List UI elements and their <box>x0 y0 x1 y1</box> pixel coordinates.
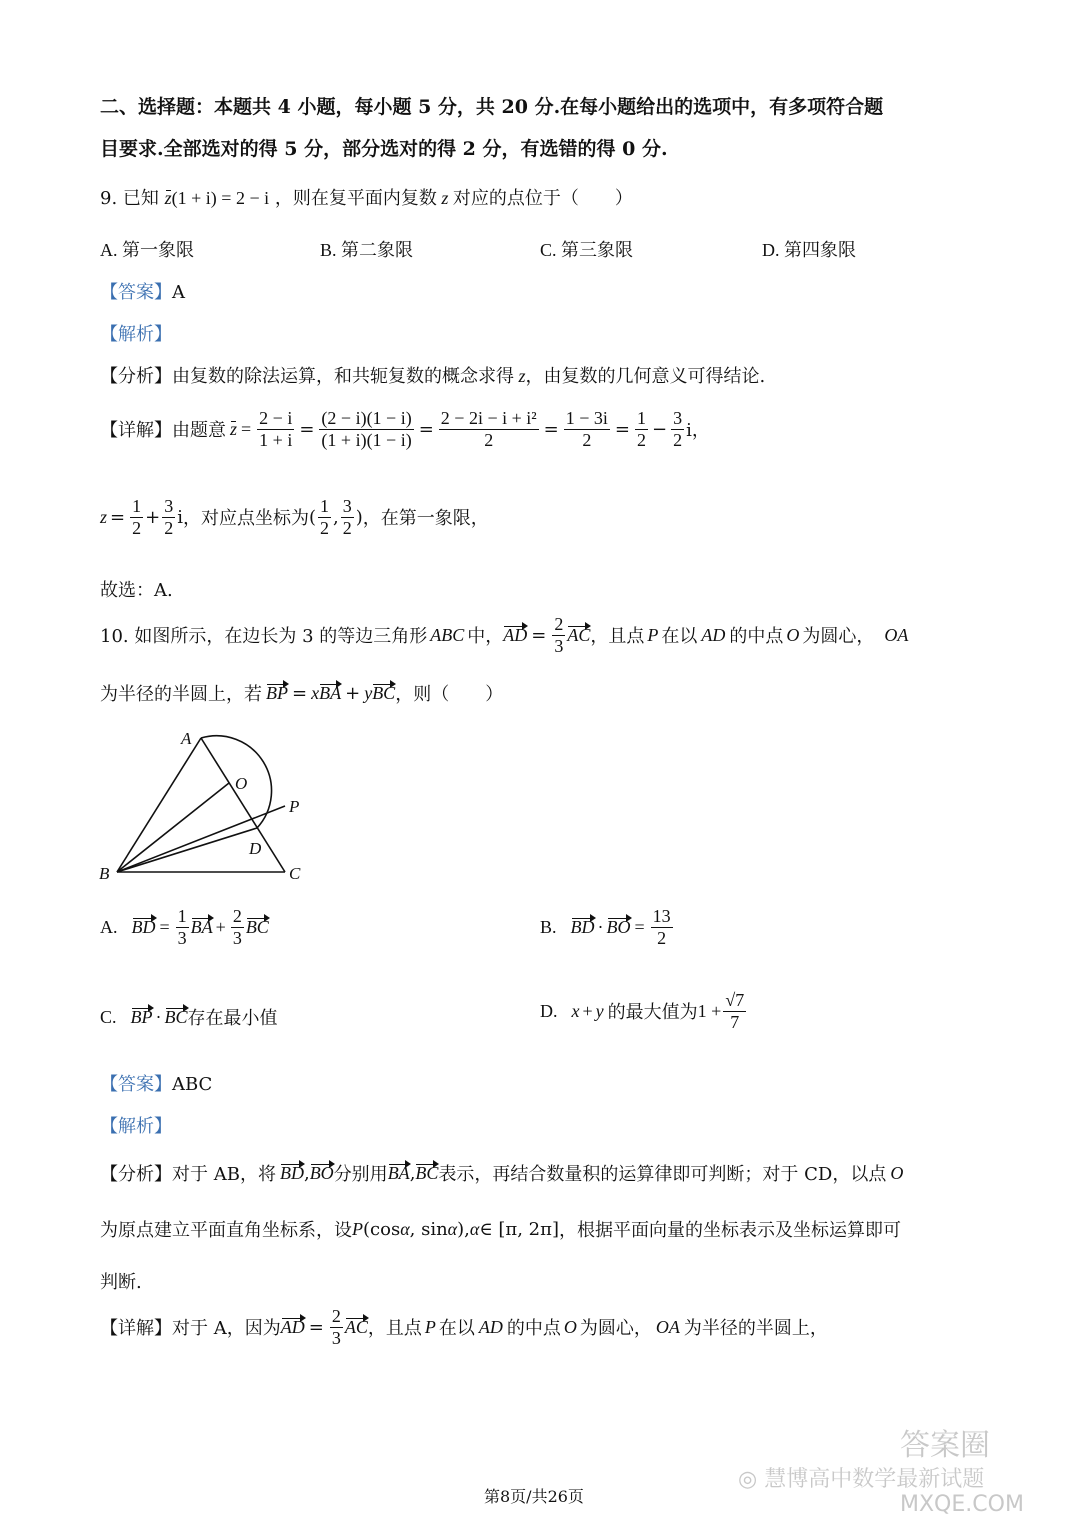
q9-xiangjie-line2: z = $\frac{1}{2}$ + $\frac{3}{2}$ i ，对应点坐标为 ( $\frac{1}{2}$ , $\frac{3}{2}$ ) ，在第一象限， <box>100 496 489 538</box>
q10-option-a: A. BD = $\frac{1}{3}$ BA + $\frac{2}{3}$ BC <box>100 906 269 948</box>
watermark <box>738 1462 984 1493</box>
label-c: C <box>289 864 301 883</box>
q10-option-d: D. x + y 的最大值为 1 + $\frac{√7}{7}$ <box>540 990 745 1032</box>
xiangjie-c: 在以 <box>438 1318 475 1340</box>
xiangjie-tag: 【详解】 <box>100 420 172 442</box>
section-header-line2: 目要求.全部选对的得 5 分，部分选对的得 2 分，有选错的得 0 分. <box>100 138 668 160</box>
q10-stem-e: 的中点 <box>729 626 784 648</box>
answer-tag: 【答案】 <box>100 1074 172 1095</box>
q10-stem-c: ，且点 <box>590 626 645 648</box>
q10-stem-g: 为半径的半圆上，若 <box>100 684 262 705</box>
q10-answer <box>100 1070 212 1096</box>
line2-text: ，对应点坐标为 <box>182 508 309 530</box>
label-b: B <box>99 864 110 883</box>
page-number: 第8页/共26页 <box>484 1487 584 1506</box>
xiangjie-b: ，且点 <box>367 1318 422 1340</box>
q10-stem-line2: 为半径的半圆上，若 BP = x BA + y BC ，则（ ） <box>100 680 503 706</box>
q9-stem-rest: ，则在复平面内复数 <box>274 188 437 209</box>
xiangjie-d: 的中点 <box>506 1318 561 1340</box>
q10-fenxi-line1: 【分析】 对于 AB，将 BD , BO 分别用 BA , BC 表示，再结合数量积的运算律即可判断；对于 CD，以点 O <box>100 1160 903 1186</box>
option-b-label: B. <box>540 916 557 937</box>
answer-value: ABC <box>172 1074 213 1095</box>
q10-fenxi-line3: 判断. <box>100 1272 142 1293</box>
watermark-text: 慧博高中数学最新试题 <box>764 1467 985 1492</box>
fenxi-line2b: ，根据平面向量的坐标表示及坐标运算即可 <box>558 1220 901 1241</box>
fenxi-b: 分别用 <box>333 1164 388 1185</box>
q9-conclusion: 故选：A. <box>100 580 173 601</box>
label-d: D <box>249 839 262 858</box>
q9-jiexi-tag: 【解析】 <box>100 324 172 345</box>
watermark-stamp: 答案圈 <box>900 1428 990 1463</box>
q10-stem-line1: 10. 如图所示，在边长为 3 的等边三角形 ABC 中， AD = $\frac{2}{3}$ AC ，且点 P 在以 AD 的中点 O 为圆心， OA <box>100 614 909 656</box>
option-d-text: 的最大值为 <box>607 1002 698 1023</box>
q10-option-b: B. BD · BO = $\frac{13}{2}$ <box>540 906 671 948</box>
fenxi-tag: 【分析】 <box>100 366 172 387</box>
fenxi-a: 对于 AB，将 <box>172 1164 276 1185</box>
label-p: P <box>289 797 300 816</box>
option-c-text: 存在最小值 <box>187 1008 278 1028</box>
q9-option-c: C. 第三象限 <box>540 240 634 260</box>
xiangjie-e: 为圆心， <box>579 1318 652 1340</box>
q10-stem-d: 在以 <box>661 626 698 648</box>
xiangjie-lead: 由题意 <box>172 420 226 442</box>
answer-value: A <box>172 282 185 303</box>
fenxi-line2a: 为原点建立平面直角坐标系，设 <box>100 1220 352 1241</box>
xiangjie-tag: 【详解】 <box>100 1318 172 1340</box>
section-header-line1: 二、选择题：本题共 4 小题，每小题 5 分，共 20 分.在每小题给出的选项中，有多项符合题 <box>100 96 884 118</box>
fenxi-tag: 【分析】 <box>100 1164 172 1185</box>
q10-stem-a: 10. 如图所示，在边长为 3 的等边三角形 <box>100 626 428 648</box>
q9-option-d: D. 第四象限 <box>762 240 856 260</box>
xiangjie-f: 为半径的半圆上， <box>683 1318 828 1340</box>
watermark-url: MXQE.COM <box>900 1492 1024 1517</box>
line2-end: ，在第一象限， <box>362 508 489 530</box>
q10-jiexi-tag: 【解析】 <box>100 1116 172 1137</box>
q10-stem-f: 为圆心， <box>802 626 875 648</box>
q9-answer <box>100 278 185 304</box>
option-a-label: A. <box>100 916 118 937</box>
fenxi-c: 表示，再结合数量积的运算律即可判断；对于 CD，以点 <box>438 1164 887 1185</box>
option-c-label: C. <box>100 1006 117 1027</box>
q10-option-c: C. BP · BC 存在最小值 <box>100 1004 278 1030</box>
q9-xiangjie-line1: 【详解】 由题意 z = $\frac{2 - i}{1 + i}$ = $\frac{(2 - i)(1 - i)}{(1 + i)(1 - i)}$ = $\frac{\text{2 − 2i − i + i²}}{2}$ = $\frac{1 - 3i}{2}$ = $\frac{1}{2}$ − $\frac{3}{2}$ i， <box>100 408 710 450</box>
answer-tag: 【答案】 <box>100 282 172 303</box>
q10-figure <box>95 722 320 887</box>
q9-fenxi: 【分析】由复数的除法运算，和共轭复数的概念求得 z，由复数的几何意义可得结论. <box>100 366 766 387</box>
q10-stem-b: 中， <box>467 626 504 648</box>
q9-number: 9. 已知 <box>100 188 159 209</box>
fenxi-end: ，由复数的几何意义可得结论. <box>525 366 766 387</box>
segment-bo <box>117 783 229 872</box>
side-ba <box>117 738 201 872</box>
segment-bd <box>117 828 257 872</box>
q10-xiangjie-line1: 【详解】 对于 A，因为 AD = $\frac{2}{3}$ AC ，且点 P 在以 AD 的中点 O 为圆心， OA 为半径的半圆上， <box>100 1306 828 1348</box>
fenxi-text: 由复数的除法运算，和共轭复数的概念求得 <box>172 366 514 387</box>
label-a: A <box>181 729 192 748</box>
q9-option-a: A. 第一象限 <box>100 240 194 260</box>
q9-stem-end: 对应的点位于（ ） <box>452 188 633 209</box>
wechat-icon: ◎ <box>738 1467 758 1492</box>
q9-stem: 9. 已知 z(1 + i) = 2 − i ，则在复平面内复数 z 对应的点位于（ ） <box>100 188 633 209</box>
q10-stem-h: ，则（ ） <box>395 684 504 705</box>
xiangjie-a: 对于 A，因为 <box>172 1318 281 1340</box>
q9-option-b: B. 第二象限 <box>320 240 414 260</box>
side-ac <box>201 738 285 872</box>
option-d-label: D. <box>540 1000 558 1021</box>
q10-fenxi-line2: 为原点建立平面直角坐标系，设 P (cos α , sin α ), α ∈ [π, 2π] ，根据平面向量的坐标表示及坐标运算即可 <box>100 1216 901 1242</box>
label-o: O <box>235 774 248 793</box>
